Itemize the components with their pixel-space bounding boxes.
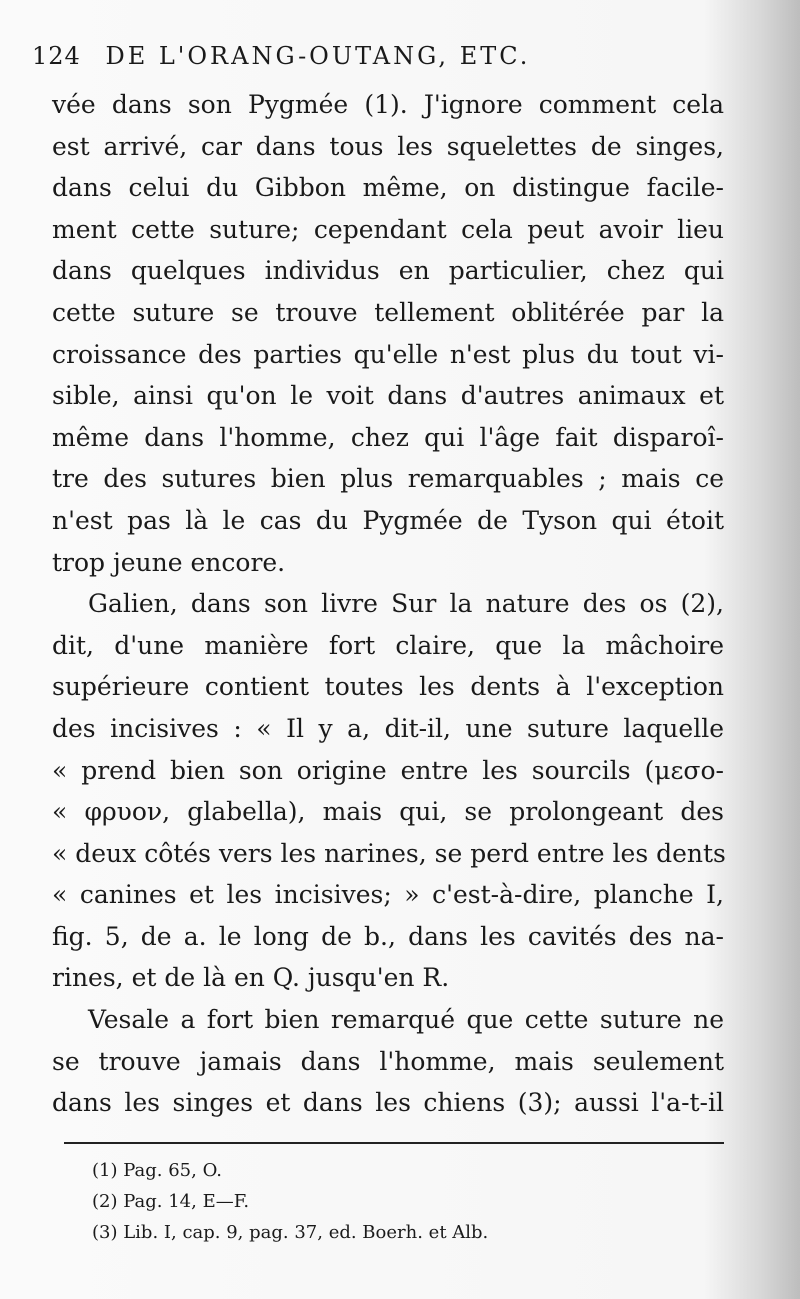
text-line: trop jeune encore. bbox=[52, 547, 286, 577]
footnote: (3) Lib. I, cap. 9, pag. 37, ed. Boerh. et Alb. bbox=[92, 1222, 489, 1243]
body-text bbox=[52, 84, 724, 1124]
text-line: même dans l'homme, chez qui l'âge fait disparoî- bbox=[52, 422, 724, 452]
text-line: rines, et de là en Q. jusqu'en R. bbox=[52, 963, 450, 993]
text-line: est arrivé, car dans tous les squelettes de singes, bbox=[52, 131, 724, 161]
text-line: se trouve jamais dans l'homme, mais seulement bbox=[52, 1046, 724, 1076]
text-line: dans celui du Gibbon même, on distingue facile- bbox=[52, 173, 724, 203]
text-line: vée dans son Pygmée (1). J'ignore comment cela bbox=[52, 90, 724, 119]
text-line: croissance des parties qu'elle n'est plus du tout vi- bbox=[52, 339, 724, 369]
text-line: ment cette suture; cependant cela peut avoir lieu bbox=[52, 214, 724, 244]
running-header bbox=[32, 42, 732, 70]
text-line: « φρυον, glabella), mais qui, se prolongeant des bbox=[52, 797, 724, 827]
text-line: sible, ainsi qu'on le voit dans d'autres animaux et bbox=[52, 381, 724, 411]
footnotes bbox=[92, 1155, 712, 1248]
text-line: dans quelques individus en particulier, chez qui bbox=[52, 256, 724, 286]
text-line: dit, d'une manière fort claire, que la mâchoire bbox=[52, 630, 724, 660]
text-line: n'est pas là le cas du Pygmée de Tyson qui étoit bbox=[52, 505, 724, 535]
footnote-rule bbox=[64, 1142, 724, 1144]
text-line: « canines et les incisives; » c'est-à-dire, planche I, bbox=[52, 880, 724, 910]
footnote: (2) Pag. 14, E—F. bbox=[92, 1191, 250, 1212]
text-line: Vesale a fort bien remarqué que cette suture ne bbox=[88, 1005, 724, 1035]
text-line: cette suture se trouve tellement oblitérée par la bbox=[52, 297, 724, 327]
text-line: supérieure contient toutes les dents à l'exception bbox=[52, 672, 724, 702]
text-line: « deux côtés vers les narines, se perd entre les dents bbox=[52, 838, 726, 868]
text-line: Galien, dans son livre Sur la nature des os (2), bbox=[88, 589, 724, 619]
page-number: 124 bbox=[32, 42, 81, 70]
text-line: « prend bien son origine entre les sourcils (μεσο- bbox=[52, 755, 724, 785]
running-title: DE L'ORANG-OUTANG, ETC. bbox=[105, 42, 531, 70]
footnote: (1) Pag. 65, O. bbox=[92, 1160, 222, 1181]
text-line: tre des sutures bien plus remarquables ; mais ce bbox=[52, 464, 724, 494]
text-line: fig. 5, de a. le long de b., dans les cavités des na- bbox=[52, 921, 724, 951]
text-line: des incisives : « Il y a, dit-il, une suture laquelle bbox=[52, 713, 724, 743]
text-line: dans les singes et dans les chiens (3); aussi l'a-t-il bbox=[52, 1088, 724, 1118]
